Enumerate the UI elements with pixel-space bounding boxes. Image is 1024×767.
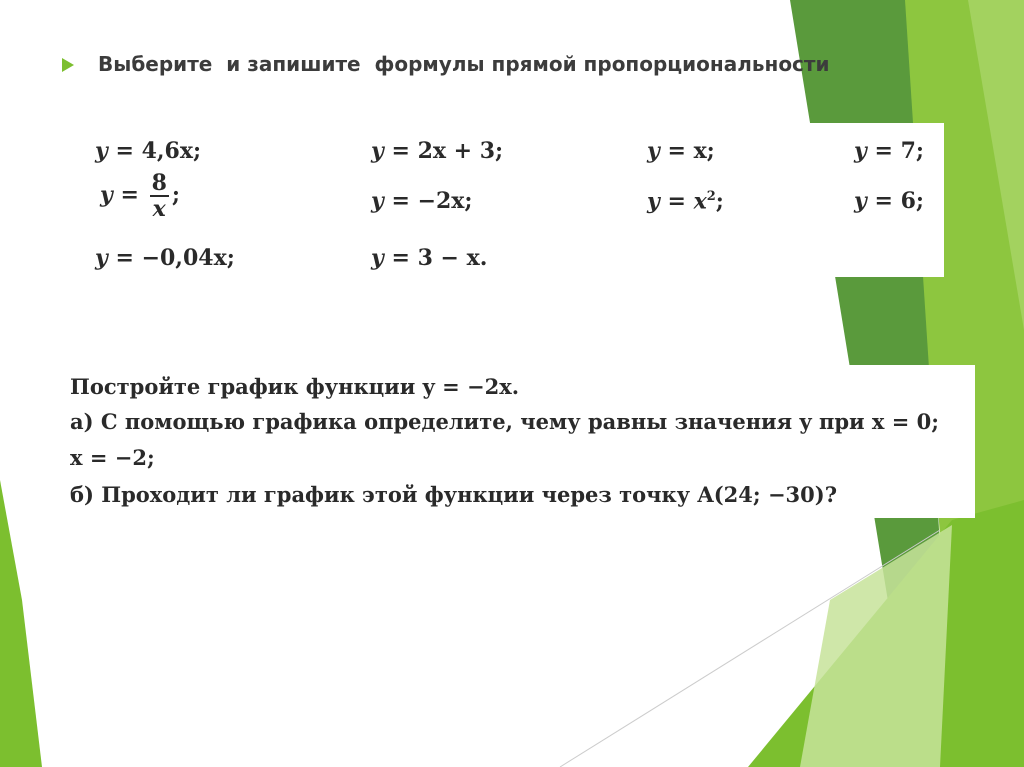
formula-7-power: $y = x^2$; <box>647 188 724 215</box>
formula-10: y = 3 − x. <box>371 245 488 271</box>
bullet-arrow-icon <box>62 58 74 72</box>
green-left-stripe <box>0 480 42 767</box>
slide-title: Выберите и запишите формулы прямой пропорциональности <box>98 52 830 76</box>
formula-1: y = 4,6x; <box>95 138 202 164</box>
task-line-2: а) С помощью графика определите, чему равны значения y при x = 0; <box>70 409 940 434</box>
formula-4: y = 7; <box>854 138 924 164</box>
task-line-3: x = −2; <box>70 445 155 470</box>
formula-2: y = 2x + 3; <box>371 138 504 164</box>
task-line-1: Постройте график функции y = −2x. <box>70 374 520 399</box>
formula-3: y = x; <box>647 138 715 164</box>
formula-5-fraction: y = $\frac{8}{x}$ ; <box>100 170 180 222</box>
formula-8: y = 6; <box>854 188 924 214</box>
pale-green-bottom-triangle <box>800 525 952 767</box>
task-line-4: б) Проходит ли график этой функции через точку A(24; −30)? <box>70 482 838 507</box>
formula-9: y = −0,04x; <box>95 245 235 271</box>
formula-6: y = −2x; <box>371 188 473 214</box>
